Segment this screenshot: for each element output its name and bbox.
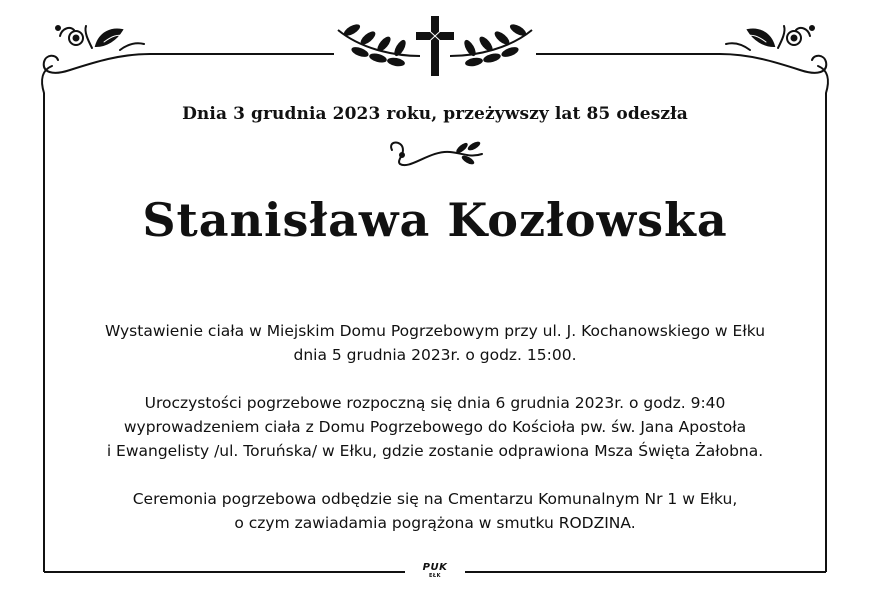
floral-ornament-icon: [720, 26, 828, 93]
paragraph-line: Ceremonia pogrzebowa odbędzie się na Cmentarzu Komunalnym Nr 1 w Ełku,: [132, 490, 738, 508]
paragraph-line: o czym zawiadamia pogrążona w smutku RODZINA.: [234, 514, 636, 532]
notice-headline: Dnia 3 grudnia 2023 roku, przeżywszy lat 85 odeszła: [182, 104, 688, 124]
deceased-name: Stanisława Kozłowska: [142, 193, 728, 247]
burial-paragraph: [0, 487, 870, 535]
paragraph-line: dnia 5 grudnia 2023r. o godz. 15:00.: [293, 346, 577, 364]
floral-ornament-icon: [42, 26, 150, 93]
flourish-leaf-icon: [391, 140, 482, 166]
logo-main-text: PUK: [422, 562, 448, 573]
paragraph-line: wyprowadzeniem ciała z Domu Pogrzebowego do Kościoła pw. św. Jana Apostoła: [123, 418, 747, 436]
logo-sub-text: EŁK: [428, 573, 441, 579]
paragraph-line: i Ewangelisty /ul. Toruńska/ w Ełku, gdzie zostanie odprawiona Msza Święta Żałobna.: [106, 442, 764, 460]
company-logo: [414, 563, 456, 579]
ceremony-paragraph: [0, 391, 870, 463]
cross-with-laurel-icon: [338, 16, 532, 76]
viewing-paragraph: [0, 319, 870, 367]
paragraph-line: Uroczystości pogrzebowe rozpoczną się dnia 6 grudnia 2023r. o godz. 9:40: [144, 394, 726, 412]
paragraph-line: Wystawienie ciała w Miejskim Domu Pogrzebowym przy ul. J. Kochanowskiego w Ełku: [104, 322, 766, 340]
